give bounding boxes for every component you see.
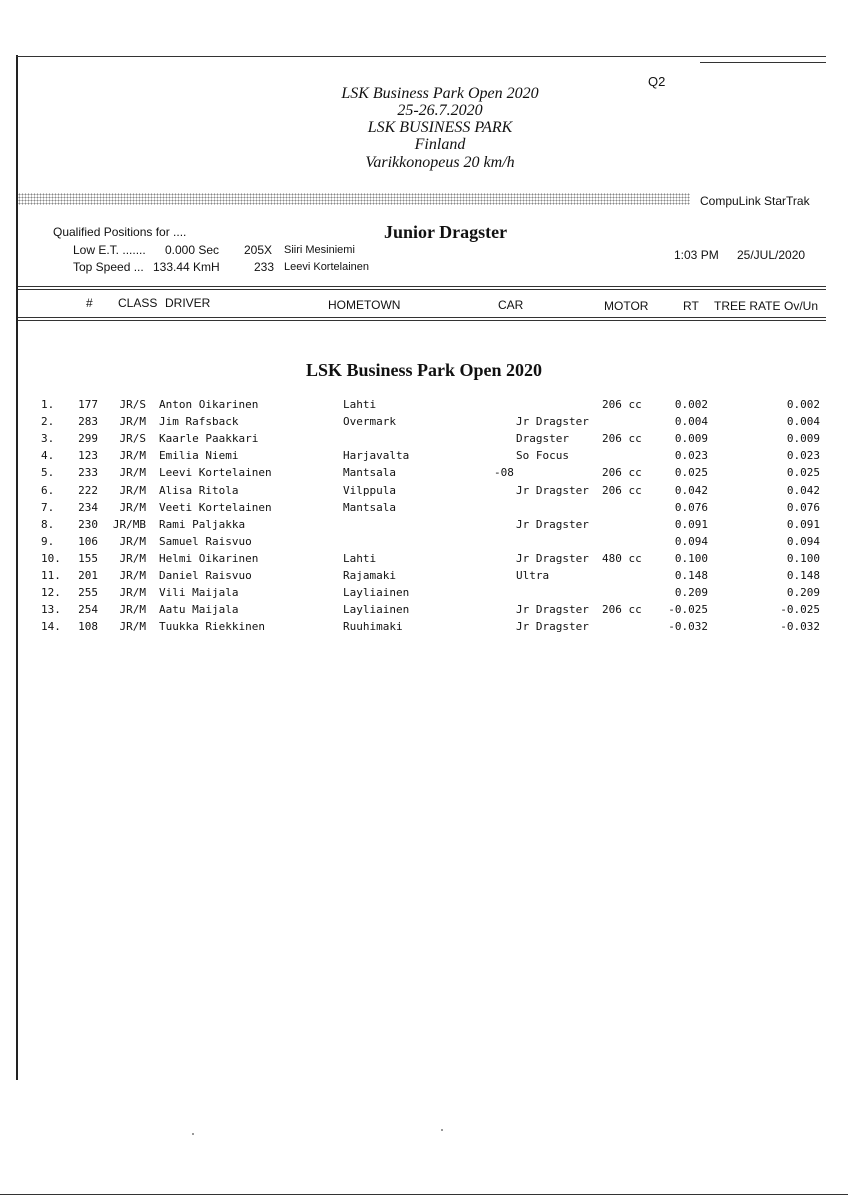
header-bottom-line-2	[18, 320, 826, 321]
cell-motor: 206 cc	[602, 466, 642, 480]
cell-hometown: Vilppula	[343, 483, 396, 497]
cell-rt: 0.023	[674, 449, 708, 463]
cell-ov-un: 0.023	[786, 449, 820, 463]
software-label: CompuLink StarTrak	[700, 194, 810, 208]
cell-rt: 0.100	[674, 551, 708, 565]
cell-car-number: 123	[78, 449, 98, 463]
top-speed-driver: Leevi Kortelainen	[284, 261, 370, 273]
cell-class: JR/M	[119, 466, 146, 480]
table-row	[0, 466, 848, 483]
cell-position: 9.	[41, 534, 55, 548]
cell-hometown: Layliainen	[343, 603, 410, 617]
cell-ov-un: 0.100	[786, 551, 820, 565]
top-speed-label: Top Speed ...	[73, 260, 144, 274]
cell-position: 3.	[41, 432, 55, 446]
cell-class: JR/M	[119, 586, 146, 600]
cell-car-number: 106	[78, 534, 98, 548]
cell-rt: -0.025	[668, 603, 708, 617]
cell-rt: 0.002	[674, 398, 708, 411]
dotted-separator	[18, 193, 690, 205]
cell-car: So Focus	[516, 449, 569, 463]
cell-driver: Vili Maijala	[159, 586, 239, 600]
table-row	[0, 518, 848, 535]
header-top-line-2	[18, 289, 826, 290]
cell-position: 14.	[41, 620, 61, 634]
cell-position: 7.	[41, 500, 55, 514]
table-row	[0, 552, 848, 569]
cell-position: 5.	[41, 466, 55, 480]
class-title: Junior Dragster	[384, 222, 508, 242]
cell-position: 11.	[41, 569, 61, 582]
report-time: 1:03 PM	[674, 248, 719, 262]
cell-hometown: Overmark	[343, 415, 396, 429]
cell-driver: Rami Paljakka	[159, 517, 246, 531]
cell-rt: 0.076	[674, 500, 708, 514]
cell-position: 8.	[41, 517, 55, 531]
cell-position: 4.	[41, 449, 55, 463]
cell-car-number: 201	[78, 569, 98, 582]
cell-hometown: Harjavalta	[343, 449, 410, 463]
cell-rt: 0.091	[674, 517, 708, 531]
cell-ov-un: 0.209	[786, 586, 820, 600]
cell-driver: Kaarle Paakkari	[159, 432, 259, 446]
cell-driver: Alisa Ritola	[159, 483, 239, 497]
cell-class: JR/M	[119, 500, 146, 514]
event-title: LSK Business Park Open 2020	[341, 85, 539, 102]
cell-driver: Anton Oikarinen	[159, 398, 259, 411]
low-et-value: 0.000 Sec	[165, 243, 220, 257]
cell-car-number: 155	[78, 551, 98, 565]
event-venue: LSK BUSINESS PARK	[367, 119, 513, 136]
cell-position: 10.	[41, 551, 61, 565]
cell-car: Dragster	[516, 432, 569, 446]
cell-position: 1.	[41, 398, 55, 411]
cell-car-number: 233	[78, 466, 98, 480]
scan-dot	[441, 1129, 443, 1131]
cell-class: JR/M	[119, 449, 146, 463]
column-motor: MOTOR	[604, 299, 649, 313]
cell-car: Jr Dragster	[516, 551, 589, 565]
cell-car-number: 222	[78, 483, 98, 497]
table-row	[0, 449, 848, 466]
table-row	[0, 432, 848, 449]
low-et-label: Low E.T. .......	[73, 243, 146, 257]
report-date: 25/JUL/2020	[737, 248, 806, 262]
cell-driver: Veeti Kortelainen	[159, 500, 272, 514]
cell-motor: 206 cc	[602, 603, 642, 617]
cell-class: JR/M	[119, 603, 146, 617]
cell-hometown: Lahti	[343, 551, 377, 565]
cell-position: 13.	[41, 603, 61, 617]
cell-rt: 0.042	[674, 483, 708, 497]
cell-class: JR/M	[119, 569, 146, 582]
top-speed-value: 133.44 KmH	[153, 260, 220, 274]
cell-driver: Samuel Raisvuo	[159, 534, 252, 548]
table-row	[0, 398, 848, 415]
qualified-label: Qualified Positions for ....	[53, 225, 187, 239]
cell-class: JR/M	[119, 551, 146, 565]
event-pit-speed: Varikkonopeus 20 km/h	[365, 154, 515, 171]
event-country: Finland	[414, 136, 466, 153]
cell-class: JR/M	[119, 534, 146, 548]
cell-car-number: 299	[78, 432, 98, 446]
cell-ov-un: 0.004	[786, 415, 820, 429]
cell-ov-un: 0.025	[786, 466, 820, 480]
cell-car-number: 234	[78, 500, 98, 514]
top-border-line-2	[700, 62, 826, 63]
cell-ov-un: 0.091	[786, 517, 820, 531]
cell-rt: 0.025	[674, 466, 708, 480]
column-class: CLASS	[118, 296, 158, 310]
table-row	[0, 535, 848, 552]
column-hometown: HOMETOWN	[328, 298, 401, 312]
cell-car-number: 254	[78, 603, 98, 617]
cell-car-number: 230	[78, 517, 98, 531]
session-label: Q2	[648, 74, 666, 89]
cell-class: JR/MB	[112, 517, 146, 531]
table-row	[0, 586, 848, 603]
results-title: LSK Business Park Open 2020	[305, 360, 543, 380]
cell-car-number: 283	[78, 415, 98, 429]
table-row	[0, 501, 848, 518]
cell-class: JR/M	[119, 415, 146, 429]
cell-hometown: Mantsala	[343, 466, 396, 480]
scan-dot	[192, 1133, 194, 1135]
cell-class: JR/S	[119, 432, 146, 446]
cell-driver: Helmi Oikarinen	[159, 551, 259, 565]
table-row	[0, 569, 848, 586]
cell-driver: Leevi Kortelainen	[159, 466, 272, 480]
cell-hometown: Rajamaki	[343, 569, 396, 582]
header-bottom-line	[18, 317, 826, 318]
cell-car-number: 255	[78, 586, 98, 600]
cell-ov-un: 0.076	[786, 500, 820, 514]
cell-driver: Aatu Maijala	[159, 603, 239, 617]
table-row	[0, 484, 848, 501]
cell-rt: 0.004	[674, 415, 708, 429]
cell-motor: 206 cc	[602, 483, 642, 497]
cell-car: Ultra	[516, 569, 550, 582]
cell-car: Jr Dragster	[516, 603, 589, 617]
column-car: CAR	[498, 298, 524, 312]
cell-driver: Emilia Niemi	[159, 449, 239, 463]
column-num: #	[86, 296, 93, 310]
cell-car: Jr Dragster	[516, 620, 589, 634]
cell-rt: 0.148	[674, 569, 708, 582]
cell-driver: Tuukka Riekkinen	[159, 620, 265, 634]
cell-car: Jr Dragster	[516, 415, 589, 429]
column-rt: RT	[683, 299, 699, 313]
cell-class: JR/M	[119, 483, 146, 497]
cell-rt: 0.009	[674, 432, 708, 446]
cell-driver: Jim Rafsback	[159, 415, 239, 429]
event-dates: 25-26.7.2020	[397, 102, 483, 119]
cell-class: JR/S	[119, 398, 146, 411]
low-et-driver: Siiri Mesiniemi	[284, 244, 355, 256]
bottom-border-line	[0, 1194, 848, 1195]
cell-class: JR/M	[119, 620, 146, 634]
cell-motor: 206 cc	[602, 432, 642, 446]
cell-ov-un: 0.009	[786, 432, 820, 446]
table-row	[0, 620, 848, 637]
top-speed-car: 233	[254, 260, 275, 274]
column-driver: DRIVER	[165, 296, 211, 310]
top-border-line	[16, 56, 826, 57]
header-top-line	[18, 286, 826, 287]
cell-hometown: Lahti	[343, 398, 377, 411]
cell-position: 12.	[41, 586, 61, 600]
cell-motor: 480 cc	[602, 551, 642, 565]
cell-ov-un: 0.002	[786, 398, 820, 411]
cell-driver: Daniel Raisvuo	[159, 569, 252, 582]
cell-ov-un: 0.094	[786, 534, 820, 548]
cell-rt: 0.209	[674, 586, 708, 600]
cell-extra: -08	[494, 466, 514, 480]
cell-car: Jr Dragster	[516, 517, 589, 531]
cell-hometown: Layliainen	[343, 586, 410, 600]
cell-car-number: 108	[78, 620, 98, 634]
cell-position: 2.	[41, 415, 55, 429]
cell-position: 6.	[41, 483, 55, 497]
column-ovun: Ov/Un	[784, 299, 819, 313]
cell-ov-un: -0.025	[780, 603, 820, 617]
cell-motor: 206 cc	[602, 398, 642, 411]
table-row	[0, 603, 848, 620]
cell-ov-un: 0.042	[786, 483, 820, 497]
cell-rt: -0.032	[668, 620, 708, 634]
cell-car-number: 177	[78, 398, 98, 411]
cell-rt: 0.094	[674, 534, 708, 548]
cell-car: Jr Dragster	[516, 483, 589, 497]
column-tree-rate: TREE RATE	[714, 299, 781, 313]
cell-hometown: Mantsala	[343, 500, 396, 514]
cell-hometown: Ruuhimaki	[343, 620, 403, 634]
cell-ov-un: -0.032	[780, 620, 820, 634]
low-et-car: 205X	[244, 243, 273, 257]
table-row	[0, 415, 848, 432]
cell-ov-un: 0.148	[786, 569, 820, 582]
